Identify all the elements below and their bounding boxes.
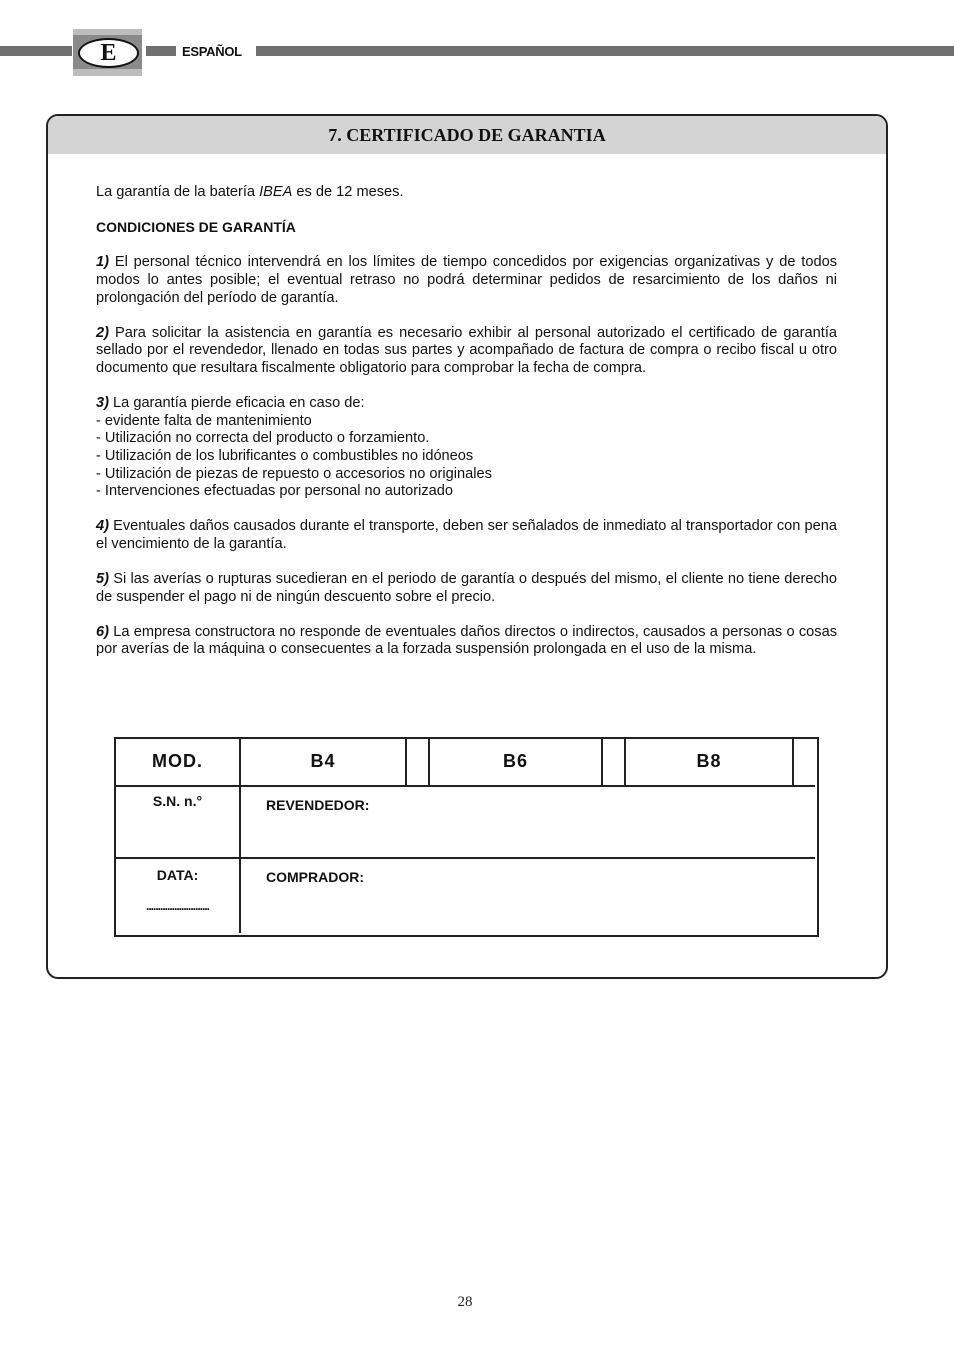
model-b8-checkbox[interactable] — [794, 739, 815, 785]
page-number: 28 — [457, 1294, 473, 1310]
clause-6: 6) La empresa constructora no responde de eventuales daños directos o indirectos, causados a personas o cosas por averías de la máquina o consecuentes a la forzada suspensión prolongada en el uso de la misma. — [96, 623, 837, 658]
clause-3-item: - evidente falta de mantenimiento — [96, 412, 312, 429]
model-b8: B8 — [696, 751, 722, 771]
reseller-field[interactable] — [241, 787, 815, 857]
header-rule-left — [0, 46, 72, 56]
clause-5: 5) Si las averías o rupturas sucedieran en el periodo de garantía o después del mismo, el cliente no tiene derecho de suspender el pago ni de ningún descuento sobre el precio. — [96, 571, 837, 605]
serial-number-label: S.N. n.° — [152, 793, 203, 809]
warranty-certificate-box — [46, 114, 888, 979]
intro-paragraph: La garantía de la batería IBEA es de 12 meses. — [96, 184, 404, 200]
model-label: MOD. — [152, 751, 203, 771]
warranty-form-table — [114, 737, 819, 937]
brand-name: IBEA — [259, 184, 293, 200]
date-label: DATA: — [156, 867, 199, 883]
clause-3-item: - Utilización de los lubrificantes o combustibles no idóneos — [96, 447, 474, 464]
clause-4: 4) Eventuales daños causados durante el transporte, deben ser señalados de inmediato al transportador con pena el vencimiento de la garantía. — [96, 518, 837, 552]
model-b6-checkbox[interactable] — [603, 739, 624, 785]
model-b4: B4 — [310, 751, 336, 771]
language-badge — [73, 29, 142, 76]
model-b6: B6 — [502, 751, 528, 771]
model-b4-checkbox[interactable] — [407, 739, 428, 785]
reseller-label: REVENDEDOR: — [266, 797, 370, 813]
buyer-label: COMPRADOR: — [266, 869, 364, 885]
buyer-field[interactable] — [241, 859, 815, 933]
header-rule-mid — [146, 46, 176, 56]
clause-1: 1) El personal técnico intervendrá en los límites de tiempo concedidos por exigencias organizativas y de todos modos lo antes posible; el eventual retraso no podrá determinar pedidos de resarcimiento de los daños ni prolongación del período de garantía. — [96, 254, 837, 306]
language-label: ESPAÑOL — [182, 44, 242, 59]
warranty-text — [96, 184, 837, 677]
header-rule-right — [256, 46, 954, 56]
language-badge-letter: E — [78, 38, 139, 68]
clause-3-item: - Utilización no correcta del producto o forzamiento. — [96, 430, 430, 447]
clause-3-item: - Intervenciones efectuadas por personal no autorizado — [96, 483, 453, 500]
clause-3: 3) La garantía pierde eficacia en caso de: - evidente falta de mantenimiento - Utilización no correcta del producto o forzamiento. - Utilización de los lubrificantes o combustibles no idóneos - Utilización de piezas de repuesto o accesorios no originales - Intervenciones efectuadas por personal no autorizado — [96, 395, 492, 500]
clause-3-item: - Utilización de piezas de repuesto o accesorios no originales — [96, 465, 492, 482]
section-title: 7. CERTIFICADO DE GARANTIA — [48, 116, 886, 154]
date-field[interactable]: ........................... — [145, 899, 210, 913]
clause-2: 2) Para solicitar la asistencia en garantía es necesario exhibir al personal autorizado el certificado de garantía sellado por el revendedor, llenado en todas sus partes y acompañado de factura de compra o recibo fiscal u otro documento que resultara fiscalmente obligatorio para comprobar la fecha de compra. — [96, 324, 837, 376]
conditions-heading: CONDICIONES DE GARANTÍA — [96, 219, 296, 236]
